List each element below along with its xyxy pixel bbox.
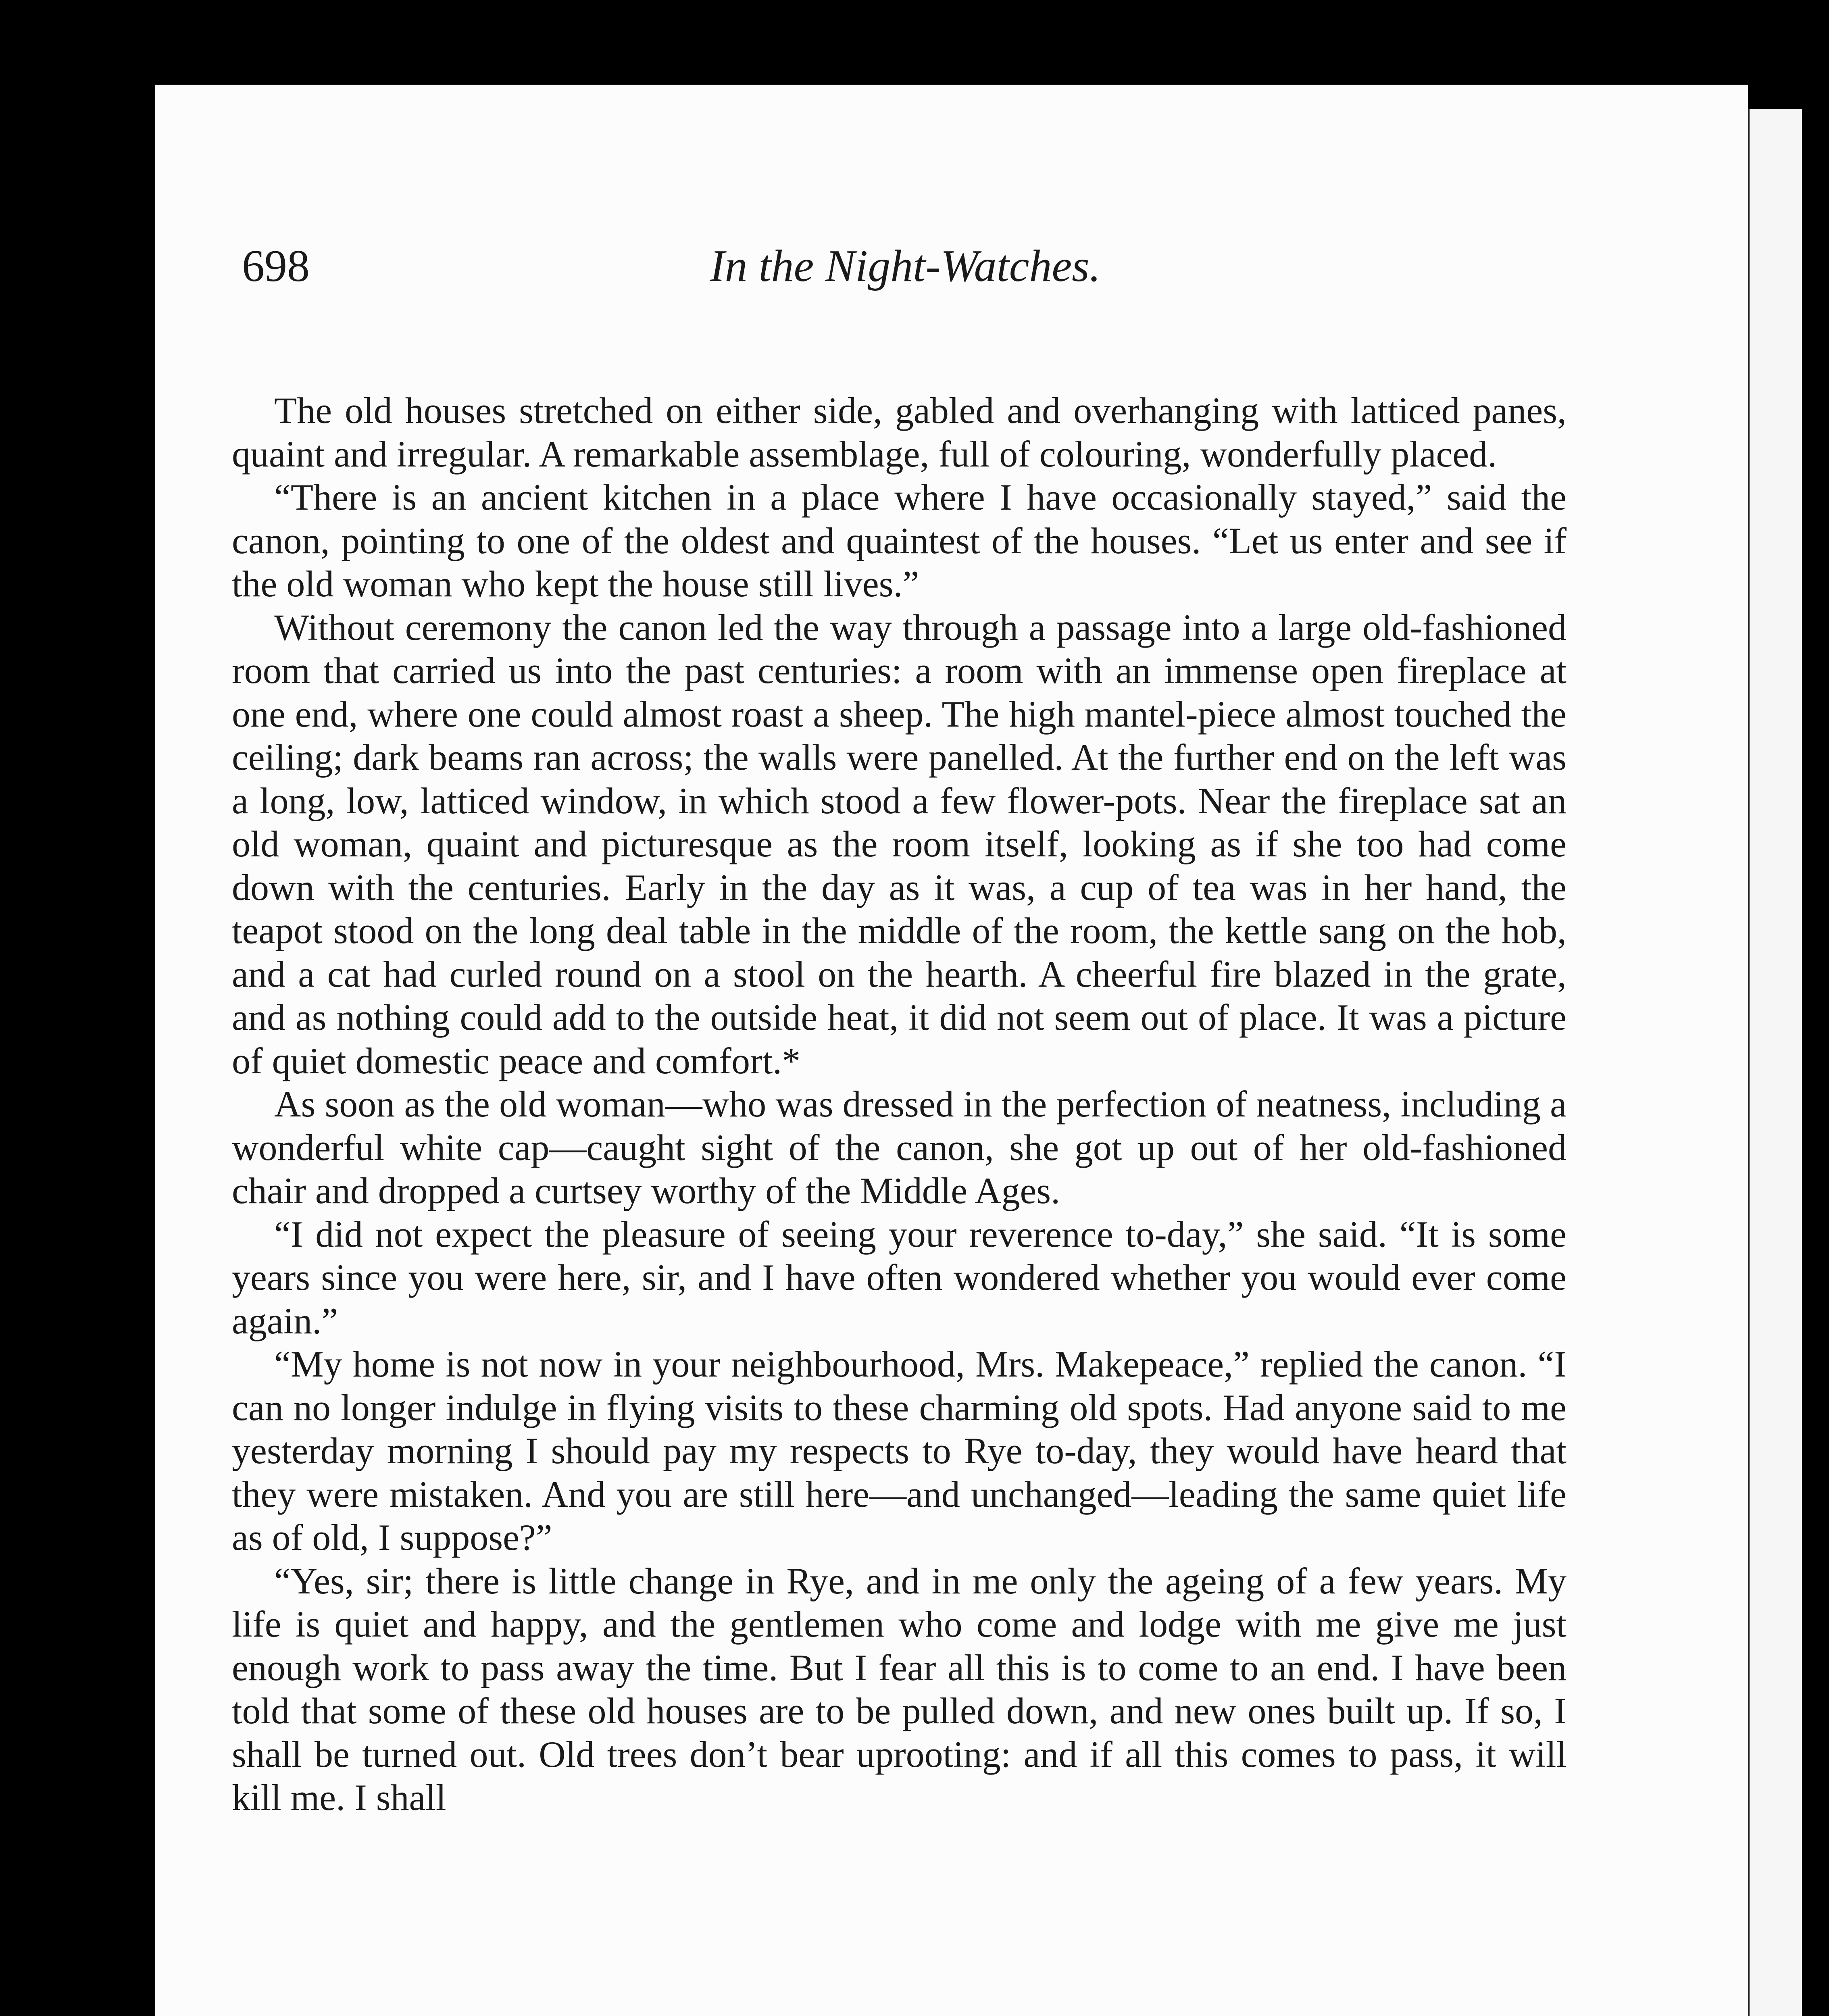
paragraph: “I did not expect the pleasure of seeing your reverence to-day,” she said. “It is some years since you were here, sir, and I have often wondered whether you would ever come again.” (232, 1213, 1567, 1341)
paragraph: “Yes, sir; there is little change in Rye, and in me only the ageing of a few years. My life is quiet and happy, and the gentlemen who come and lodge with me give me just enough work to pass away the time. But I fear all this is to come to an end. I have been told that some of these old houses are to be pulled down, and new ones built up. If so, I shall be turned out. Old trees don’t bear uprooting: and if all this comes to pass, it will kill me. I shall (232, 1560, 1567, 1818)
paragraph: “There is an ancient kitchen in a place where I have occasionally stayed,” said the canon, pointing to one of the oldest and quaintest of the houses. “Let us enter and see if the old woman who kept the house still lives.” (232, 477, 1567, 604)
page-number: 698 (242, 241, 310, 291)
paragraph: The old houses stretched on either side, gabled and overhanging with latticed panes, quaint and irregular. A remarkable assemblage, full of colouring, wonderfully placed. (232, 390, 1567, 475)
page-header (242, 226, 1569, 306)
running-title: In the Night-Watches. (710, 241, 1101, 291)
adjacent-page-edge (1744, 109, 1802, 2016)
body-text (232, 389, 1567, 1820)
paragraph: Without ceremony the canon led the way through a passage into a large old-fashioned room that carried us into the past centuries: a room with an immense open fireplace at one end, where one could almost roast a sheep. The high mantel-piece almost touched the ceiling; dark beams ran across; the walls were panelled. At the further end on the left was a long, low, latticed window, in which stood a few flower-pots. Near the fireplace sat an old woman, quaint and picturesque as the room itself, looking as if she too had come down with the centuries. Early in the day as it was, a cup of tea was in her hand, the teapot stood on the long deal table in the middle of the room, the kettle sang on the hob, and a cat had curled round on a stool on the hearth. A cheerful fire blazed in the grate, and as nothing could add to the outside heat, it did not seem out of place. It was a picture of quiet domestic peace and comfort.* (232, 606, 1567, 1081)
paragraph: “My home is not now in your neighbourhood, Mrs. Makepeace,” replied the canon. “I can no longer indulge in flying visits to these charming old spots. Had anyone said to me yesterday morning I should pay my respects to Rye to-day, they would have heard that they were mistaken. And you are still here—and unchanged—leading the same quiet life as of old, I suppose?” (232, 1343, 1567, 1558)
paragraph: As soon as the old woman—who was dressed in the perfection of neatness, including a wonderful white cap—caught sight of the canon, she got up out of her old-fashioned chair and dropped a curtsey worthy of the Middle Ages. (232, 1083, 1567, 1211)
